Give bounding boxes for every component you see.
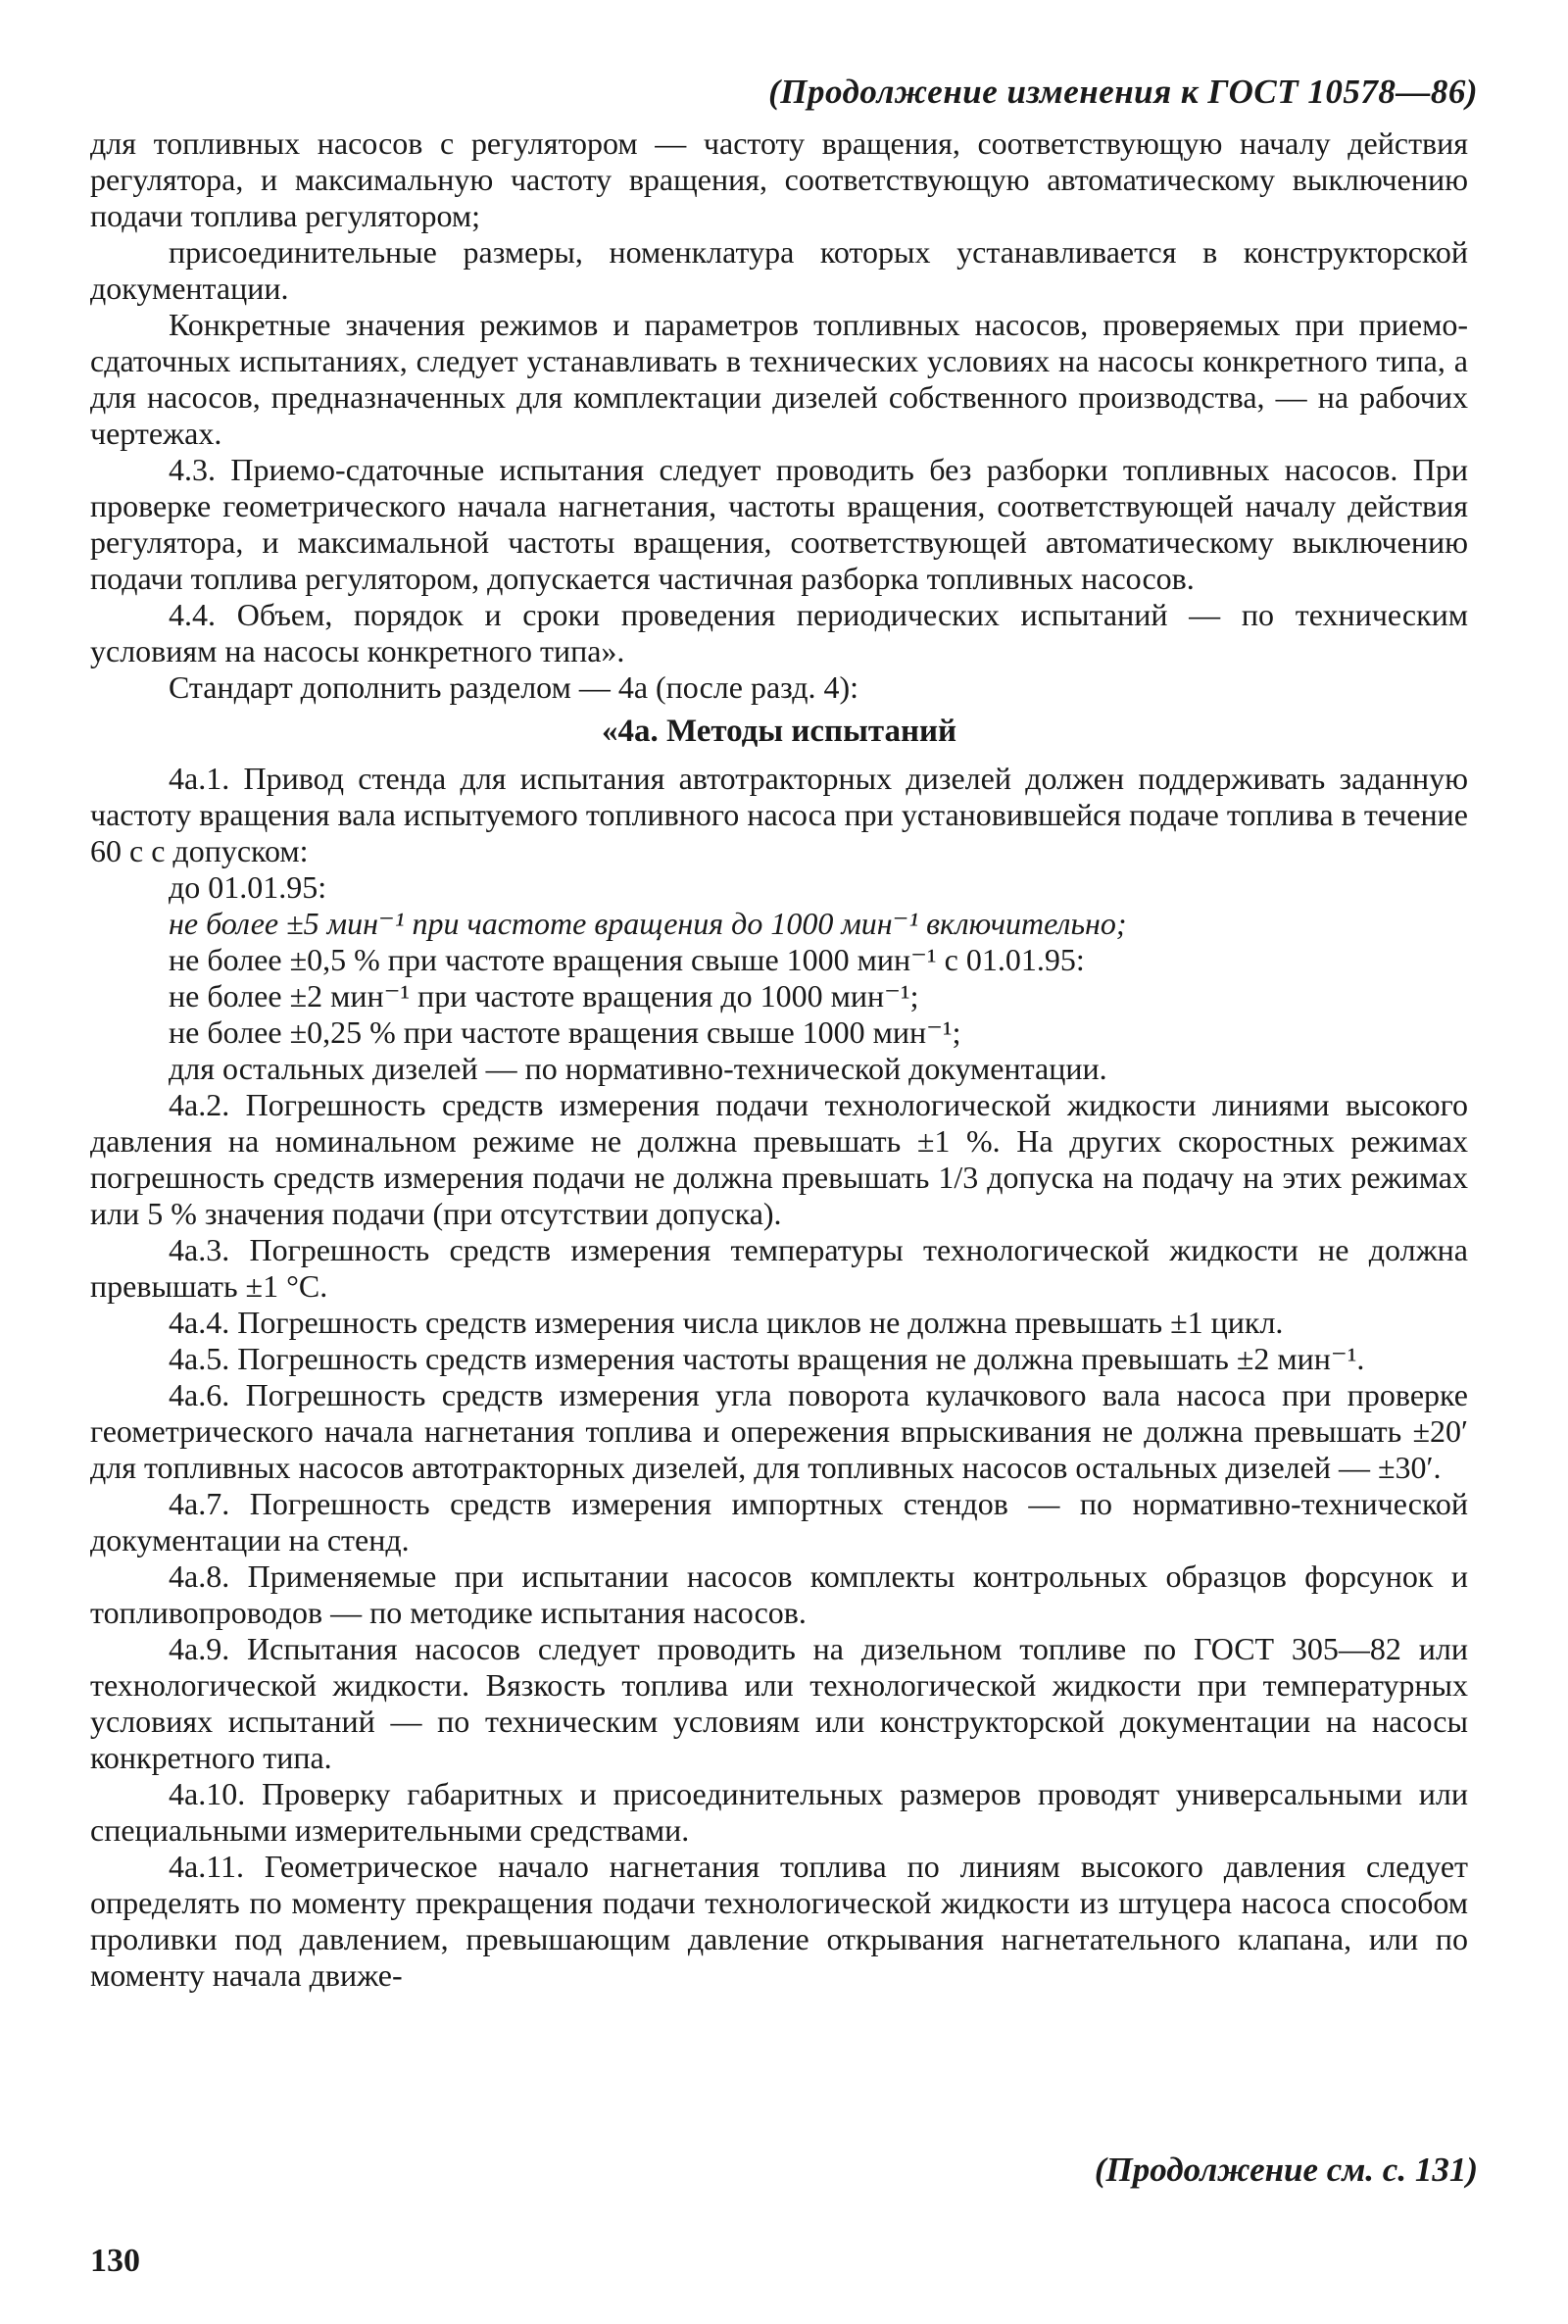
list-item: не более ±0,5 % при частоте вращения свыше 1000 мин⁻¹ с 01.01.95: [169, 942, 1085, 977]
list-item: не более ±2 мин⁻¹ при частоте вращения до 1000 мин⁻¹; [169, 978, 919, 1014]
list-item: для остальных дизелей — по нормативно-технической документации. [169, 1051, 1107, 1086]
paragraph: Стандарт дополнить разделом — 4а (после разд. 4): [169, 669, 859, 705]
page-number: 130 [90, 2243, 140, 2279]
page-header: (Продолжение изменения к ГОСТ 10578—86) [768, 73, 1478, 111]
section-heading: «4а. Методы испытаний [602, 714, 956, 749]
paragraph: 4.4. Объем, порядок и сроки проведения периодических испытаний — по техническим условиям на насосы конкретного типа». [90, 597, 1468, 668]
paragraph: для топливных насосов с регулятором — частоту вращения, соответствующую началу действия регулятора, и максимальную частоту вращения, соответствующую автоматическому выключению подачи топлива регулятором; [90, 125, 1468, 233]
paragraph: 4а.10. Проверку габаритных и присоединительных размеров проводят универсальными или специальными измерительными средствами. [90, 1776, 1468, 1848]
paragraph: 4а.9. Испытания насосов следует проводить на дизельном топливе по ГОСТ 305—82 или технологической жидкости. Вязкость топлива или технологической жидкости при температурных условиях испытаний — по техническим условиям или конструкторской документации на насосы конкретного типа. [90, 1631, 1468, 1775]
paragraph: 4а.2. Погрешность средств измерения подачи технологической жидкости линиями высокого давления на номинальном режиме не должна превышать ±1 %. На других скоростных режимах погрешность средств измерения подачи не должна превышать 1/3 допуска на подачу на этих режимах или 5 % значения подачи (при отсутствии допуска). [90, 1087, 1468, 1231]
paragraph: 4а.5. Погрешность средств измерения частоты вращения не должна превышать ±2 мин⁻¹. [169, 1341, 1365, 1376]
paragraph: 4а.1. Привод стенда для испытания автотракторных дизелей должен поддерживать заданную частоту вращения вала испытуемого топливного насоса при установившейся подаче топлива в течение 60 с с допуском: [90, 761, 1468, 868]
paragraph: 4а.6. Погрешность средств измерения угла поворота кулачкового вала насоса при проверке геометрического начала нагнетания топлива и опережения впрыскивания не должна превышать ±20′ для топливных насосов автотракторных дизелей, для топливных насосов остальных дизелей — ±30′. [90, 1377, 1468, 1485]
body-text [90, 125, 1468, 1994]
paragraph: 4а.3. Погрешность средств измерения температуры технологической жидкости не должна превышать ±1 °С. [90, 1232, 1468, 1304]
paragraph: 4.3. Приемо-сдаточные испытания следует проводить без разборки топливных насосов. При проверке геометрического начала нагнетания, частоты вращения, соответствующей началу действия регулятора, и максимальной частоты вращения, соответствующей автоматическому выключению подачи топлива регулятором, допускается частичная разборка топливных насосов. [90, 452, 1468, 596]
list-item: до 01.01.95: [169, 869, 327, 905]
continuation-note: (Продолжение см. с. 131) [1094, 2151, 1478, 2189]
paragraph: 4а.7. Погрешность средств измерения импортных стендов — по нормативно-технической документации на стенд. [90, 1486, 1468, 1558]
paragraph: 4а.11. Геометрическое начало нагнетания топлива по линиям высокого давления следует определять по моменту прекращения подачи технологической жидкости из штуцера насоса способом проливки под давлением, превышающим давление открывания нагнетательного клапана, или по моменту начала движе- [90, 1849, 1468, 1993]
paragraph: присоединительные размеры, номенклатура которых устанавливается в конструкторской документации. [90, 234, 1468, 306]
list-item: не более ±0,25 % при частоте вращения свыше 1000 мин⁻¹; [169, 1014, 961, 1050]
paragraph: Конкретные значения режимов и параметров топливных насосов, проверяемых при приемо-сдаточных испытаниях, следует устанавливать в технических условиях на насосы конкретного типа, а для насосов, предназначенных для комплектации дизелей собственного производства, — на рабочих чертежах. [90, 307, 1468, 451]
paragraph: 4а.8. Применяемые при испытании насосов комплекты контрольных образцов форсунок и топливопроводов — по методике испытания насосов. [90, 1558, 1468, 1630]
list-item: не более ±5 мин⁻¹ при частоте вращения до 1000 мин⁻¹ включительно; [169, 906, 1127, 941]
paragraph: 4а.4. Погрешность средств измерения числа циклов не должна превышать ±1 цикл. [169, 1305, 1284, 1340]
